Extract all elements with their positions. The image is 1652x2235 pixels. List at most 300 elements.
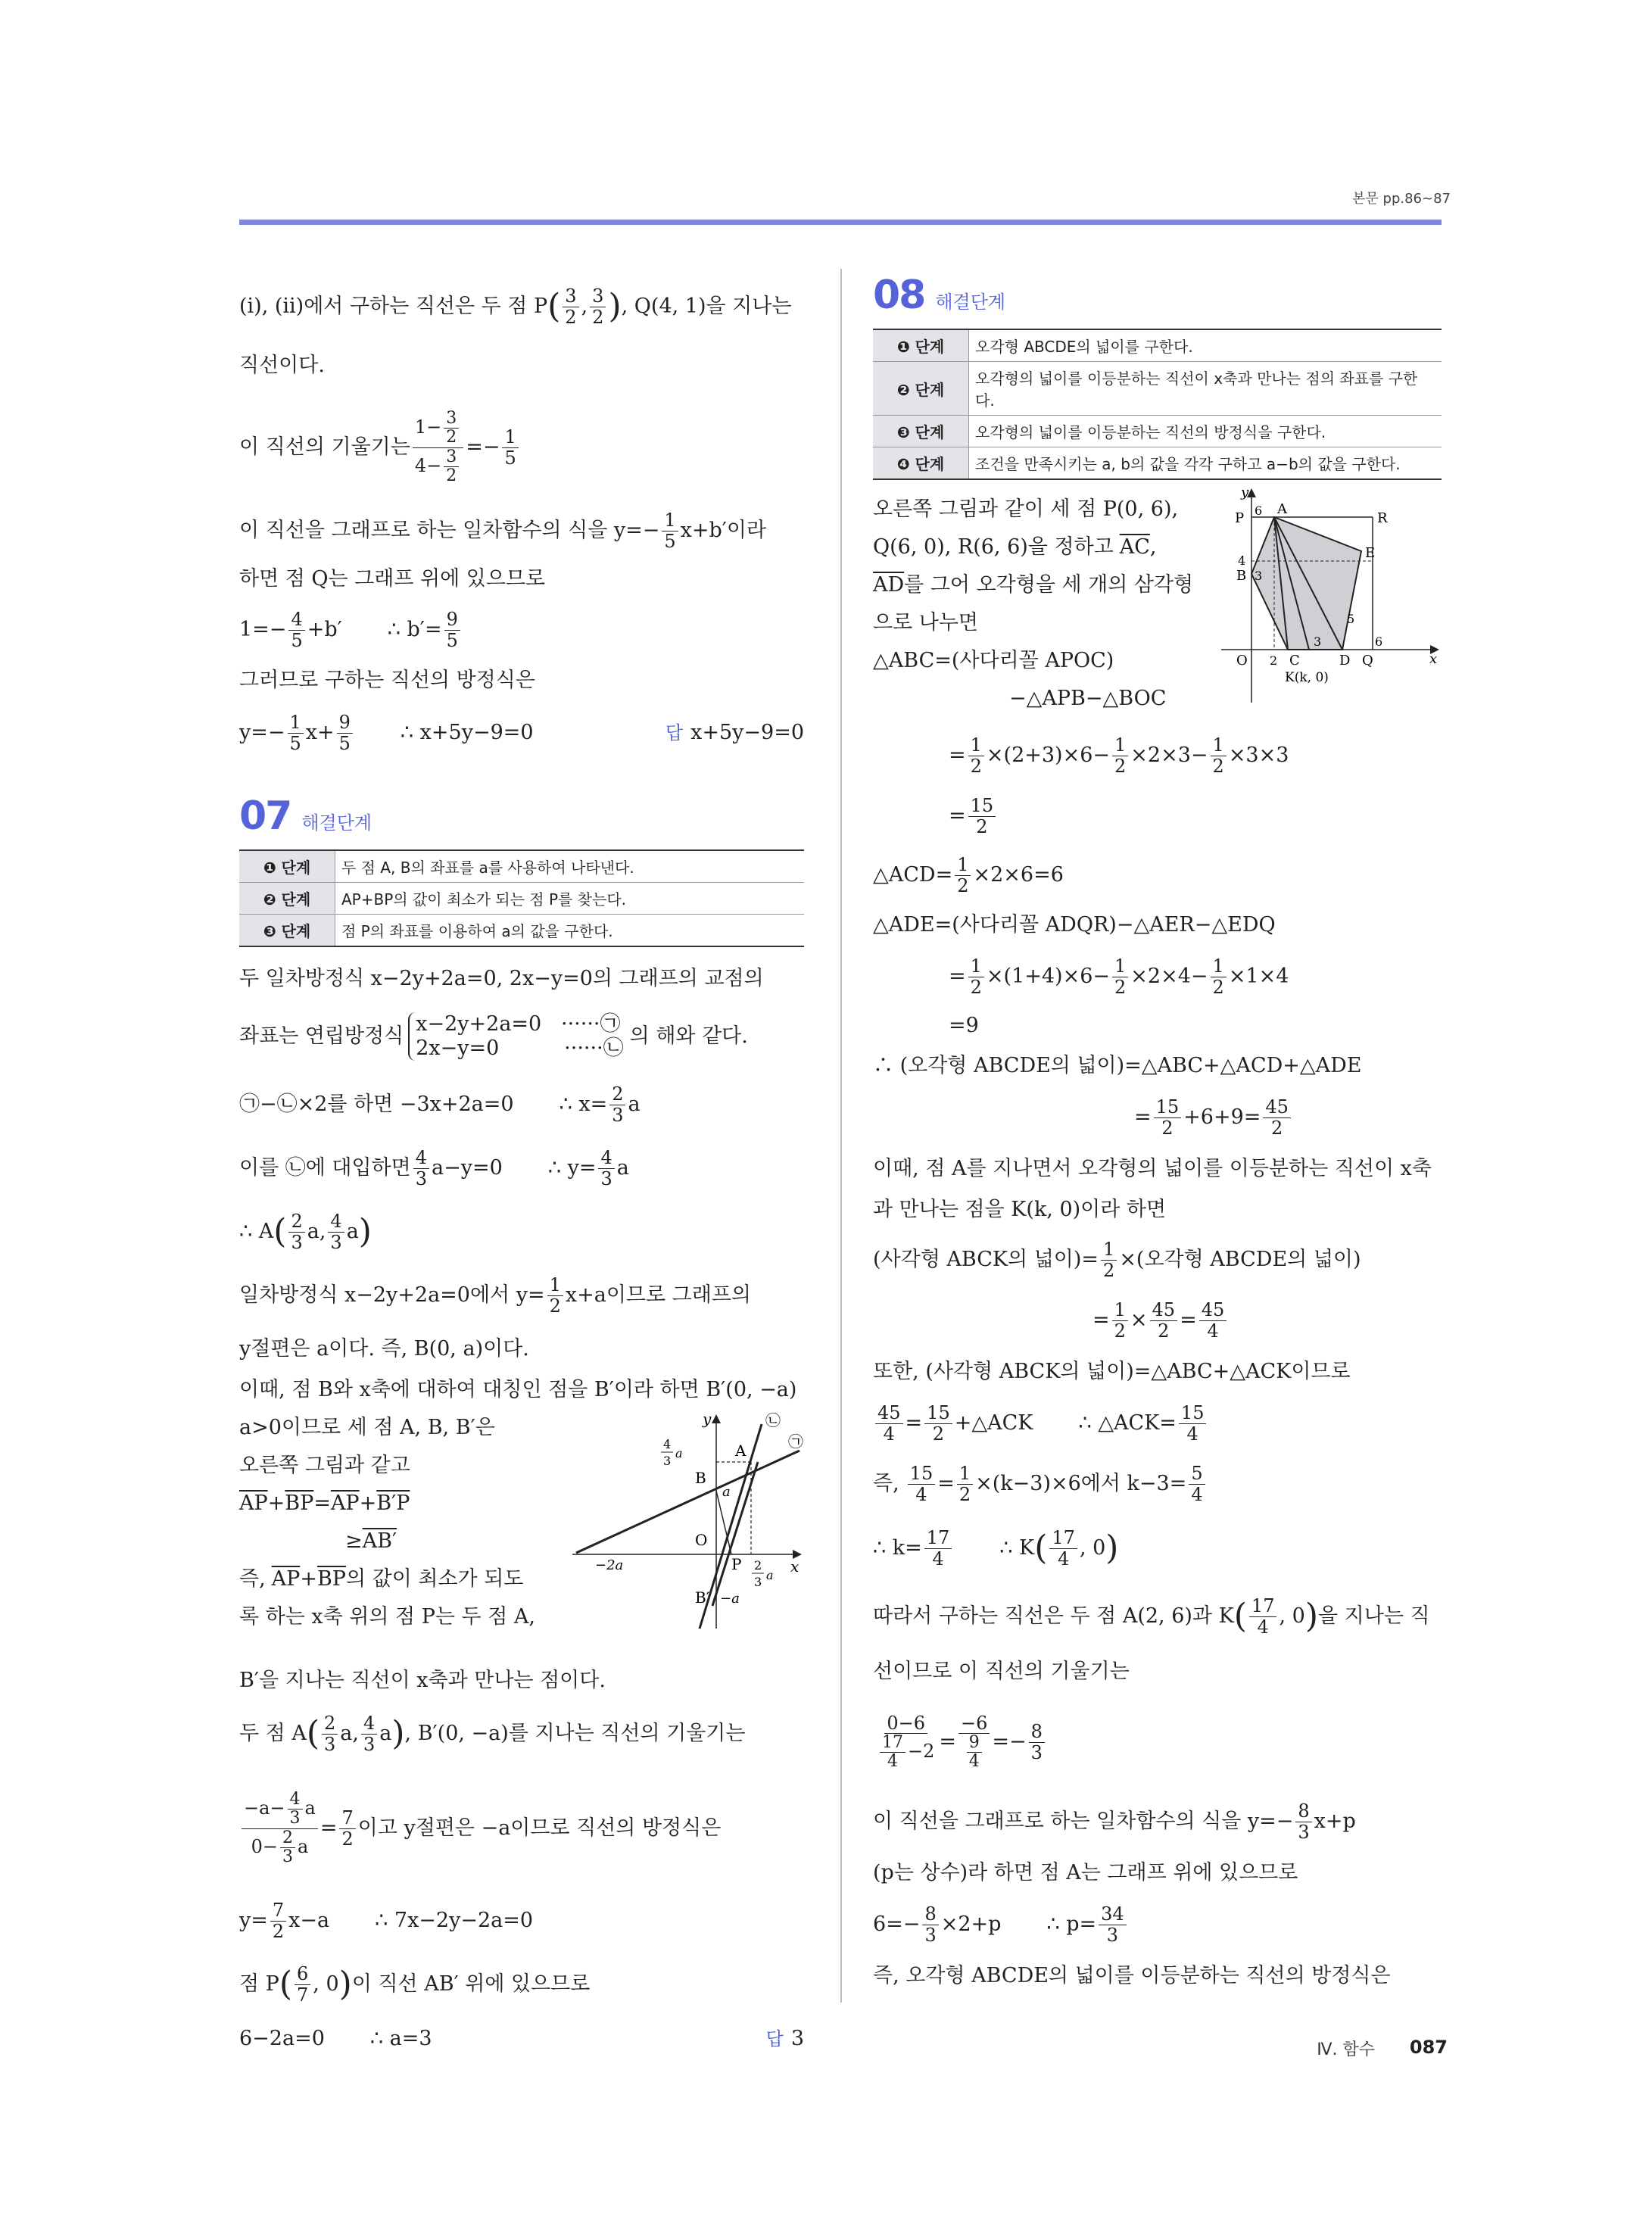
t: = bbox=[939, 1729, 957, 1753]
text: x+b′이라 bbox=[680, 518, 767, 542]
num: 3 bbox=[563, 286, 578, 307]
den: 7 bbox=[297, 1984, 309, 2006]
line-r14 bbox=[873, 1087, 1442, 1148]
num: 1 bbox=[968, 735, 984, 756]
segment: $\overline{AP}$ bbox=[271, 1566, 301, 1591]
t: = bbox=[949, 803, 966, 828]
text: y=− bbox=[239, 720, 285, 744]
segment: $\overline{BP}$ bbox=[285, 1491, 314, 1515]
tick-4y: 4 bbox=[1238, 553, 1246, 568]
num bbox=[242, 1791, 318, 1828]
den: 2 bbox=[1212, 976, 1224, 998]
den: 2 bbox=[1161, 1117, 1174, 1139]
label-y: y bbox=[703, 1410, 712, 1428]
line-l3 bbox=[239, 391, 804, 504]
label-o: O bbox=[695, 1531, 708, 1549]
ytick-den: 3 bbox=[663, 1454, 672, 1468]
fraction bbox=[1199, 1300, 1227, 1341]
num: 17 bbox=[1249, 1596, 1277, 1616]
line-r26 bbox=[873, 1791, 1442, 1852]
text: a bbox=[346, 1219, 359, 1243]
fraction bbox=[1112, 1300, 1128, 1341]
line-l7 bbox=[239, 659, 804, 703]
paren: ) bbox=[358, 1212, 372, 1251]
line-r20 bbox=[873, 1393, 1442, 1454]
num: 2 bbox=[322, 1713, 338, 1734]
line-r23 bbox=[873, 1582, 1442, 1651]
line-r21 bbox=[873, 1454, 1442, 1514]
segment: AB′ bbox=[362, 1529, 397, 1553]
fraction bbox=[908, 1464, 936, 1504]
den: 4 bbox=[932, 1548, 944, 1569]
label-r: R bbox=[1377, 510, 1388, 526]
text: a>0이므로 세 점 A, B, B′은 bbox=[239, 1415, 495, 1439]
den: 4 bbox=[968, 1752, 980, 1772]
segment: $\overline{AP}$ bbox=[330, 1491, 360, 1515]
den bbox=[413, 448, 463, 485]
num: 45 bbox=[1199, 1300, 1227, 1320]
text: a bbox=[379, 1721, 392, 1745]
fraction bbox=[958, 1713, 990, 1772]
t: +△ACK bbox=[954, 1411, 1033, 1435]
num: 9 bbox=[337, 712, 353, 733]
step-row bbox=[239, 883, 804, 915]
line-r7 bbox=[873, 725, 1442, 786]
fraction bbox=[444, 609, 460, 650]
num: 8 bbox=[1029, 1722, 1045, 1742]
t: = bbox=[949, 964, 966, 988]
step-label: ❷ 단계 bbox=[239, 883, 335, 915]
t: −a− bbox=[244, 1797, 285, 1819]
fraction bbox=[880, 1734, 905, 1771]
den: 5 bbox=[504, 447, 516, 469]
step-label: ❷ 단계 bbox=[873, 362, 969, 416]
pentagon bbox=[1251, 517, 1361, 650]
fraction bbox=[1112, 956, 1128, 997]
text: 직선이다. bbox=[239, 353, 325, 377]
figure-07-graph bbox=[572, 1409, 807, 1636]
num: 17 bbox=[924, 1528, 952, 1548]
fraction bbox=[295, 1964, 310, 2005]
num: 4 bbox=[288, 609, 304, 630]
fraction bbox=[924, 1528, 952, 1569]
fraction bbox=[590, 286, 606, 327]
text: = bbox=[319, 1816, 338, 1840]
text: 좌표는 연립방정식 bbox=[239, 1024, 404, 1048]
t: ······㉠ bbox=[560, 1012, 621, 1036]
num: 1 bbox=[1211, 956, 1227, 977]
segment: B′P bbox=[376, 1491, 410, 1515]
line-1 bbox=[576, 1451, 800, 1553]
tick-3y: 3 bbox=[1255, 569, 1263, 583]
den: 2 bbox=[592, 306, 604, 328]
label-x: x bbox=[790, 1557, 800, 1576]
step-label: ❶ 단계 bbox=[239, 850, 335, 883]
paren: ) bbox=[338, 1965, 352, 2003]
text: ∴ b′= bbox=[387, 617, 442, 641]
figure-block-07 bbox=[239, 1409, 804, 1662]
den: 4 bbox=[1186, 1423, 1198, 1445]
den: 3 bbox=[1298, 1821, 1310, 1843]
paren: ) bbox=[391, 1714, 405, 1753]
text: B′을 지나는 직선이 x축과 만나는 점이다. bbox=[239, 1668, 606, 1692]
step-row bbox=[873, 329, 1442, 362]
paren: ( bbox=[1233, 1597, 1247, 1635]
eq1 bbox=[416, 1012, 623, 1036]
den: 3 bbox=[363, 1733, 376, 1755]
text: =− bbox=[466, 435, 500, 459]
step-row bbox=[239, 850, 804, 883]
fraction bbox=[598, 1148, 614, 1189]
t: = bbox=[905, 1411, 923, 1435]
t: ×(1+4)×6− bbox=[986, 964, 1111, 988]
num: 17 bbox=[1049, 1528, 1077, 1548]
text: 이를 ㉡에 대입하면 bbox=[239, 1155, 411, 1180]
t: x−2y+2a=0 bbox=[416, 1012, 542, 1036]
ytick-num: 4 bbox=[663, 1437, 672, 1451]
line-m3 bbox=[239, 1073, 804, 1136]
xtick-a: a bbox=[766, 1568, 774, 1582]
den: 2 bbox=[565, 306, 577, 328]
den: 3 bbox=[600, 1167, 612, 1189]
num: 6 bbox=[295, 1964, 310, 1984]
t: ×1×4 bbox=[1228, 964, 1289, 988]
line-m4 bbox=[239, 1136, 804, 1200]
paren: ) bbox=[1105, 1529, 1119, 1567]
fraction bbox=[328, 1211, 344, 1252]
den: 2 bbox=[446, 466, 457, 485]
section-07-heading bbox=[239, 793, 804, 839]
line-r24 bbox=[873, 1651, 1442, 1693]
num: 15 bbox=[908, 1464, 936, 1484]
t: 의 값이 최소가 되도 bbox=[345, 1566, 524, 1591]
den: 5 bbox=[446, 629, 458, 651]
line-m19 bbox=[239, 1953, 804, 2016]
eq2 bbox=[416, 1036, 623, 1061]
text: 이고 y절편은 −a이므로 직선의 방정식은 bbox=[357, 1816, 722, 1840]
t: 이 직선을 그래프로 하는 일차함수의 식을 y=− bbox=[873, 1809, 1294, 1833]
line-m16 bbox=[239, 1700, 804, 1768]
den: 2 bbox=[957, 874, 969, 896]
t: ×2×3− bbox=[1130, 743, 1208, 767]
fraction bbox=[444, 448, 459, 485]
fraction bbox=[1249, 1596, 1277, 1637]
line-m7 bbox=[239, 1327, 804, 1371]
t: , bbox=[1149, 535, 1157, 559]
line-r27 bbox=[873, 1852, 1442, 1894]
num: 15 bbox=[1154, 1097, 1182, 1118]
den: 3 bbox=[324, 1733, 336, 1755]
fraction bbox=[288, 1211, 304, 1252]
label-bp: B′ bbox=[695, 1588, 710, 1607]
paren: ( bbox=[306, 1714, 319, 1753]
fraction bbox=[1211, 735, 1227, 776]
text: y절편은 a이다. 즉, B(0, a)이다. bbox=[239, 1336, 529, 1361]
fraction bbox=[502, 427, 518, 468]
num: 1 bbox=[662, 510, 678, 531]
num: 1 bbox=[1211, 735, 1227, 756]
line-l6 bbox=[239, 601, 804, 659]
fraction bbox=[280, 1829, 295, 1866]
text: a, bbox=[307, 1219, 326, 1243]
text: a bbox=[616, 1155, 629, 1180]
den: 2 bbox=[1114, 976, 1127, 998]
text: ∴ 7x−2y−2a=0 bbox=[375, 1908, 534, 1932]
text: 이때, 점 A를 지나면서 오각형의 넓이를 이등분하는 직선이 x축 bbox=[873, 1156, 1432, 1180]
tick-6y: 6 bbox=[1255, 503, 1263, 518]
num: 3 bbox=[590, 286, 606, 307]
den: 2 bbox=[1114, 1320, 1126, 1342]
den: 5 bbox=[291, 629, 303, 651]
step-text: 오각형의 넓이를 이등분하는 직선이 x축과 만나는 점의 좌표를 구한다. bbox=[969, 362, 1442, 416]
section-title: 해결단계 bbox=[301, 812, 372, 834]
fraction bbox=[361, 1713, 377, 1754]
t: ×3×3 bbox=[1228, 743, 1289, 767]
line-m6 bbox=[239, 1264, 804, 1327]
den: 5 bbox=[289, 732, 301, 754]
t: a bbox=[297, 1835, 309, 1857]
den: 3 bbox=[291, 1231, 303, 1253]
line-r16 bbox=[873, 1190, 1442, 1230]
step-row bbox=[873, 447, 1442, 480]
num: 8 bbox=[1295, 1801, 1311, 1822]
den: 3 bbox=[1106, 1924, 1119, 1946]
text: 이때, 점 B와 x축에 대하여 대칭인 점을 B′이라 하면 B′(0, −a) bbox=[239, 1377, 797, 1401]
step-row bbox=[239, 915, 804, 947]
fraction bbox=[968, 796, 996, 837]
fraction bbox=[1049, 1528, 1077, 1569]
step-text: 오각형의 넓이를 이등분하는 직선의 방정식을 구한다. bbox=[969, 416, 1442, 447]
fraction bbox=[270, 1900, 286, 1941]
label-a-tick: a bbox=[722, 1484, 731, 1500]
line-r8 bbox=[873, 786, 1442, 846]
fraction bbox=[967, 1734, 982, 1771]
line-m2 bbox=[239, 1000, 804, 1073]
text: a, bbox=[340, 1721, 359, 1745]
fraction bbox=[1179, 1403, 1207, 1444]
den: 4 bbox=[883, 1423, 895, 1445]
den: 2 bbox=[970, 755, 982, 777]
step-text: 점 P의 좌표를 이용하여 a의 값을 구한다. bbox=[335, 915, 805, 947]
fraction bbox=[924, 1403, 952, 1444]
text: 하면 점 Q는 그래프 위에 있으므로 bbox=[239, 566, 546, 591]
text: , 0 bbox=[313, 1972, 339, 1996]
text: ∴ A bbox=[239, 1219, 274, 1243]
den: 2 bbox=[1103, 1259, 1115, 1281]
step-text: 오각형 ABCDE의 넓이를 구한다. bbox=[969, 329, 1442, 362]
num: 45 bbox=[875, 1403, 903, 1423]
column-divider bbox=[840, 269, 842, 2003]
num: 1 bbox=[1112, 735, 1128, 756]
text: ㉠−㉡×2를 하면 −3x+2a=0 bbox=[239, 1092, 514, 1116]
text: 6−2a=0 bbox=[239, 2026, 325, 2050]
header-page-ref: 본문 pp.86~87 bbox=[1352, 191, 1451, 207]
text: 오른쪽 그림과 같이 세 점 P(0, 6), bbox=[873, 497, 1179, 521]
fraction bbox=[875, 1403, 903, 1444]
line-r19 bbox=[873, 1351, 1442, 1393]
t: = bbox=[313, 1491, 331, 1515]
t: 즉, bbox=[239, 1566, 266, 1591]
figure-block-08 bbox=[873, 485, 1442, 725]
label-b: B bbox=[1236, 568, 1247, 584]
num: 15 bbox=[1179, 1403, 1207, 1423]
num: 1 bbox=[1101, 1239, 1117, 1260]
line-r28 bbox=[873, 1894, 1442, 1955]
t: 4− bbox=[414, 454, 442, 476]
den: 4 bbox=[1257, 1616, 1269, 1638]
answer-text: x+5y−9=0 bbox=[690, 720, 804, 744]
steps-table-08 bbox=[873, 329, 1442, 480]
den: 2 bbox=[1212, 755, 1224, 777]
text: , B′(0, −a)를 지나는 직선의 기울기는 bbox=[404, 1721, 746, 1745]
fraction bbox=[288, 1791, 303, 1828]
t: +6+9= bbox=[1183, 1105, 1261, 1129]
fraction bbox=[413, 410, 463, 485]
t: 따라서 구하는 직선은 두 점 A(2, 6)과 K bbox=[873, 1604, 1234, 1628]
answer-mark: 답 bbox=[765, 2028, 784, 2050]
num: 4 bbox=[361, 1713, 377, 1734]
fraction bbox=[1099, 1904, 1127, 1945]
line-r12 bbox=[873, 1007, 1442, 1045]
text: 점 P bbox=[239, 1972, 279, 1996]
t: =− bbox=[992, 1729, 1027, 1753]
t: = bbox=[937, 1471, 955, 1495]
fraction bbox=[1112, 735, 1128, 776]
paren: ( bbox=[279, 1965, 293, 2003]
line-m8 bbox=[239, 1371, 804, 1409]
label-p: P bbox=[731, 1555, 742, 1573]
t: ∴ K bbox=[999, 1535, 1035, 1560]
text: (ⅰ), (ⅱ)에서 구하는 직선은 두 점 P bbox=[239, 294, 548, 318]
t: ×2×4− bbox=[1130, 964, 1208, 988]
text: a−y=0 bbox=[432, 1155, 503, 1180]
t: , 0 bbox=[1079, 1535, 1106, 1560]
text: 즉, 오각형 ABCDE의 넓이를 이등분하는 직선의 방정식은 bbox=[873, 1963, 1391, 1987]
label-d: D bbox=[1339, 653, 1351, 669]
text: x+ bbox=[305, 720, 335, 744]
header-rule bbox=[239, 220, 1442, 225]
num: 15 bbox=[924, 1403, 952, 1423]
den bbox=[875, 1734, 937, 1771]
den: 4 bbox=[915, 1483, 927, 1505]
num: 2 bbox=[609, 1084, 625, 1105]
text: ∴ (오각형 ABCDE의 넓이)=△ABC+△ACD+△ADE bbox=[873, 1053, 1362, 1077]
num: 17 bbox=[880, 1734, 905, 1753]
text: ∴ a=3 bbox=[369, 2026, 432, 2050]
fraction bbox=[609, 1084, 625, 1125]
den bbox=[249, 1829, 311, 1866]
fraction bbox=[413, 1148, 429, 1189]
num: 9 bbox=[444, 609, 460, 630]
num: 1 bbox=[288, 712, 304, 733]
num: 34 bbox=[1099, 1904, 1127, 1925]
fraction bbox=[337, 712, 353, 753]
line-m1 bbox=[239, 958, 804, 1000]
t: ×(오각형 ABCDE의 넓이) bbox=[1119, 1247, 1361, 1271]
segment: $\overline{BP}$ bbox=[316, 1566, 346, 1591]
t: = bbox=[949, 743, 966, 767]
den: 2 bbox=[446, 428, 457, 447]
fraction bbox=[1263, 1097, 1291, 1138]
den: 2 bbox=[1114, 755, 1127, 777]
text: x−a bbox=[288, 1908, 330, 1932]
system-brace bbox=[408, 1012, 623, 1061]
footer-section: Ⅳ. 함수 bbox=[1317, 2040, 1375, 2059]
paren: ) bbox=[1304, 1597, 1318, 1635]
right-column bbox=[873, 273, 1442, 1997]
num: 1 bbox=[955, 855, 971, 875]
step-text: 두 점 A, B의 좌표를 a를 사용하여 나타낸다. bbox=[335, 850, 805, 883]
tick-3k: 3 bbox=[1314, 634, 1322, 649]
line-l5 bbox=[239, 557, 804, 601]
line-r25 bbox=[873, 1693, 1442, 1791]
t: ∴ p= bbox=[1046, 1912, 1097, 1936]
segment: $\overline{AP}$ bbox=[239, 1491, 268, 1515]
label-e: E bbox=[1365, 545, 1376, 561]
text: 이 직선을 그래프로 하는 일차함수의 식을 y=− bbox=[239, 518, 660, 542]
line-r9 bbox=[873, 846, 1442, 904]
text: +b′ bbox=[307, 617, 342, 641]
tick-2: 2 bbox=[1270, 653, 1278, 668]
line-r17 bbox=[873, 1230, 1442, 1290]
tick-5: 5 bbox=[1347, 612, 1355, 626]
line-m5 bbox=[239, 1200, 804, 1264]
paren: ) bbox=[608, 287, 622, 326]
num: 1 bbox=[968, 956, 984, 977]
step-text: AP+BP의 값이 최소가 되는 점 P를 찾는다. bbox=[335, 883, 805, 915]
t: (사각형 ABCK의 넓이)= bbox=[873, 1247, 1099, 1271]
num: 4 bbox=[288, 1791, 303, 1810]
step-label: ❹ 단계 bbox=[873, 447, 969, 480]
figure-08-graph bbox=[1221, 483, 1441, 710]
line-m17 bbox=[239, 1768, 804, 1889]
text: 두 점 A bbox=[239, 1721, 307, 1745]
step-row bbox=[873, 362, 1442, 416]
den: 2 bbox=[1271, 1117, 1283, 1139]
num: 1 bbox=[547, 1275, 563, 1295]
label-l1: ㉡ bbox=[765, 1411, 781, 1429]
text: x+a이므로 그래프의 bbox=[565, 1283, 751, 1307]
t: ×2+p bbox=[940, 1912, 1002, 1936]
text: △ADE=(사다리꼴 ADQR)−△AER−△EDQ bbox=[873, 912, 1276, 937]
text: 록 하는 x축 위의 점 P는 두 점 A, bbox=[239, 1604, 535, 1629]
steps-table-07 bbox=[239, 849, 804, 947]
t: x+p bbox=[1314, 1809, 1356, 1833]
fraction bbox=[288, 712, 304, 753]
xtick-num: 2 bbox=[754, 1558, 762, 1573]
fraction bbox=[547, 1275, 563, 1316]
den: 4 bbox=[1207, 1320, 1219, 1342]
num: 2 bbox=[288, 1211, 304, 1232]
t: , 0 bbox=[1279, 1604, 1305, 1628]
fraction bbox=[288, 609, 304, 650]
num: 7 bbox=[270, 1900, 286, 1921]
fraction bbox=[955, 855, 971, 896]
paren: ( bbox=[1034, 1529, 1048, 1567]
t: a bbox=[304, 1797, 316, 1819]
den: 3 bbox=[612, 1104, 624, 1126]
text: 의 해와 같다. bbox=[629, 1024, 748, 1048]
num: 45 bbox=[1150, 1300, 1178, 1320]
label-minus-a: −a bbox=[720, 1591, 740, 1607]
fraction bbox=[322, 1713, 338, 1754]
xtick-den: 3 bbox=[754, 1575, 762, 1589]
text: 오른쪽 그림과 같고 bbox=[239, 1453, 410, 1477]
text: 이 직선의 기울기는 bbox=[239, 435, 410, 459]
section-number: 07 bbox=[239, 793, 291, 839]
label-a: A bbox=[1277, 501, 1287, 517]
line-l8 bbox=[239, 703, 804, 763]
